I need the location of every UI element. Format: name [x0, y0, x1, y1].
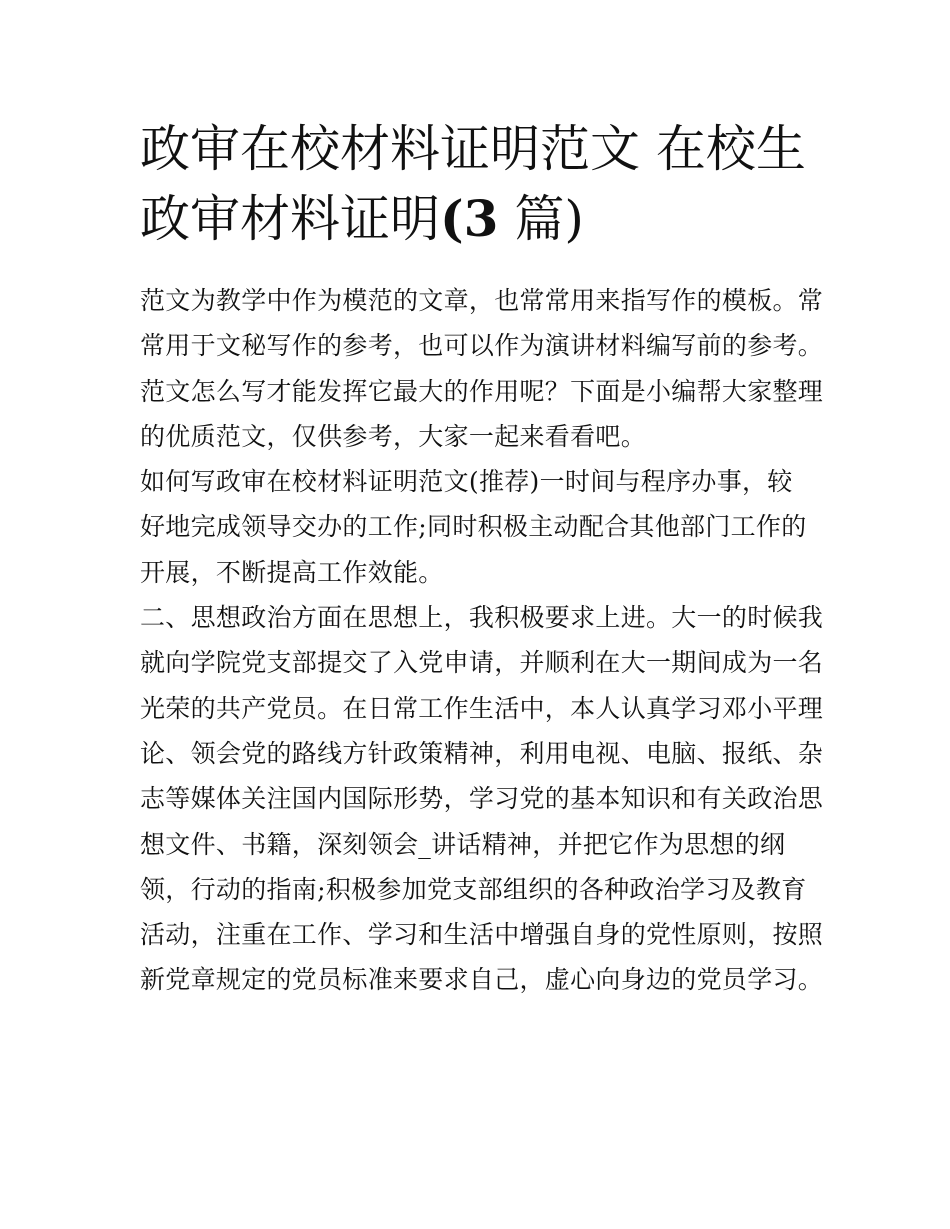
text-line: 范文为教学中作为模范的文章，也常常用来指写作的模板。常 — [140, 286, 824, 315]
title-line-2-count: (3 — [440, 189, 499, 248]
text-line: 就向学院党支部提交了入党申请，并顺利在大一期间成为一名 — [140, 648, 824, 678]
title-line-2 — [140, 184, 830, 254]
text-line: 想文件、书籍，深刻领会_讲话精神，并把它作为思想的纲 — [140, 829, 786, 859]
text-line: 活动，注重在工作、学习和生活中增强自身的党性原则，按照 — [140, 920, 824, 950]
title-line-2-main: 政审材料证明 — [140, 190, 440, 248]
title-line-2-end: 篇) — [514, 190, 584, 248]
text-line: 常用于文秘写作的参考，也可以作为演讲材料编写前的参考。 — [140, 331, 824, 361]
text-line: 光荣的共产党员。在日常工作生活中，本人认真学习邓小平理 — [140, 693, 824, 723]
text-line: 志等媒体关注国内国际形势，学习党的基本知识和有关政治思 — [140, 784, 824, 814]
text-line: 好地完成领导交办的工作;同时积极主动配合其他部门工作的 — [140, 512, 807, 542]
text-line: 开展，不断提高工作效能。 — [140, 557, 444, 587]
document-title — [140, 114, 830, 254]
text-line: 二、思想政治方面在思想上，我积极要求上进。大一的时候我 — [140, 603, 824, 633]
title-line-1: 政审在校材料证明范文 在校生 — [140, 120, 806, 178]
text-line: 的优质范文，仅供参考，大家一起来看看吧。 — [140, 421, 647, 451]
text-line: 新党章规定的党员标准来要求自己，虚心向身边的党员学习。 — [140, 965, 824, 995]
text-line: 范文怎么写才能发挥它最大的作用呢？下面是小编帮大家整理 — [140, 376, 824, 406]
document-body — [140, 282, 830, 1007]
text-line: 领，行动的指南;积极参加党支部组织的各种政治学习及教育 — [140, 874, 807, 904]
text-line: 如何写政审在校材料证明范文(推荐)一时间与程序办事，较 — [140, 467, 793, 497]
text-line: 论、领会党的路线方针政策精神，利用电视、电脑、报纸、杂 — [140, 738, 824, 768]
